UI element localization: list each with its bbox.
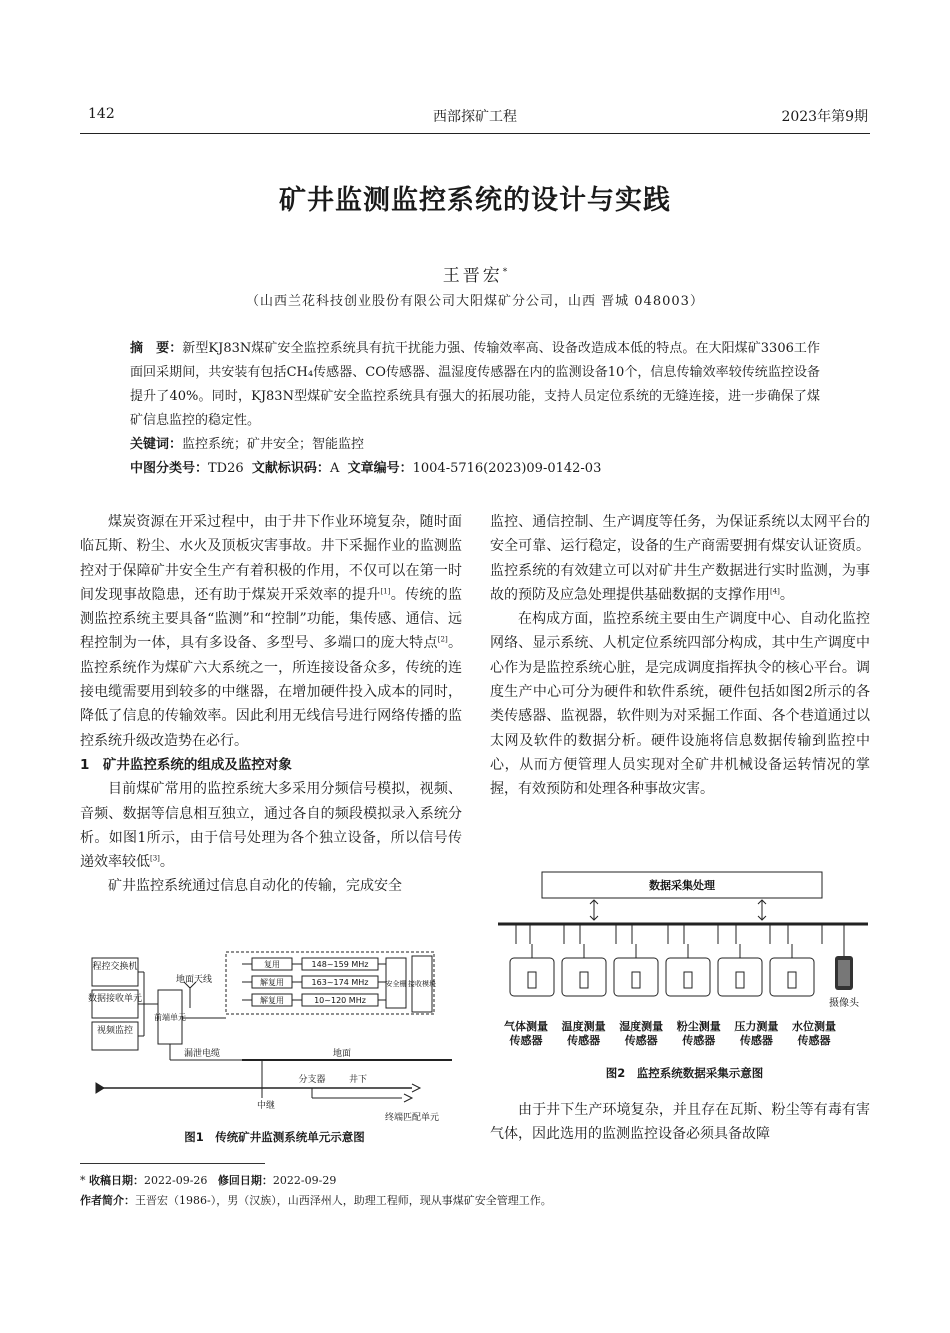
paper-title: 矿井监测监控系统的设计与实践 xyxy=(279,185,671,216)
keywords-label: 关键词： xyxy=(130,437,183,452)
journal-name: 西部探矿工程 xyxy=(433,109,517,125)
fig1-label-pbx: 程控交换机 xyxy=(92,962,138,972)
author-name: 王晋宏 xyxy=(442,266,503,286)
fig2-sensor-gas: 气体测量传感器 xyxy=(504,1020,548,1047)
fig1-label-frontend: 前端单元 xyxy=(154,1013,186,1022)
fig1-label-data-receiver: 数据接收单元 xyxy=(87,994,143,1004)
right-column xyxy=(490,510,870,802)
footnote-dates: * 收稿日期：2022-09-26 修回日期：2022-09-29 xyxy=(80,1174,337,1187)
author xyxy=(0,261,950,286)
fig2-sensor-dust: 粉尘测量传感器 xyxy=(676,1020,721,1047)
section-heading-1: 1 矿井监控系统的组成及监控对象 xyxy=(80,756,292,773)
article-no-value: 1004-5716(2023)09-0142-03 xyxy=(412,461,602,476)
right-column-bottom xyxy=(490,1098,870,1147)
fig1-label-splitter: 分支器 xyxy=(298,1075,326,1085)
right-p1-part-a: 监控、通信控制、生产调度等任务，为保证系统以太网平台的安全可靠、运行稳定，设备的生产商需要拥有煤安认证资质。监控系统的有效建立可以对矿井生产数据进行实时监测，为事故的预防及应急处理提供基础数据的支撑作用 xyxy=(490,514,870,603)
abstract xyxy=(130,337,820,433)
issue-label: 2023年第9期 xyxy=(781,109,868,125)
clc-label: 中图分类号： xyxy=(130,461,209,476)
left-p2-part-b: 。 xyxy=(159,854,174,871)
figure-2-caption: 图2 监控系统数据采集示意图 xyxy=(605,1066,764,1080)
fig1-label-underground: 井下 xyxy=(348,1075,368,1085)
left-paragraph-3: 矿井监控系统通过信息自动化的传输，完成安全 xyxy=(108,878,402,895)
revised-label: 修回日期： xyxy=(217,1174,273,1187)
fig1-mode-2: 解复用 xyxy=(260,978,284,987)
article-no-label: 文章编号： xyxy=(347,461,413,476)
fig2-top-box-label: 数据采集处理 xyxy=(649,879,715,892)
fig2-sensor-pressure: 压力测量传感器 xyxy=(734,1020,779,1047)
right-paragraph-1 xyxy=(490,510,870,607)
keywords xyxy=(130,433,820,457)
fig1-label-receiver: 接收模块 xyxy=(408,980,436,988)
fig1-band-3: 10~120 MHz xyxy=(314,996,366,1005)
fig1-label-relay: 中继 xyxy=(256,1101,276,1111)
fig2-sensor-humidity: 湿度测量传感器 xyxy=(619,1020,664,1047)
abstract-label: 摘 要： xyxy=(130,341,183,356)
page-number: 142 xyxy=(88,106,115,122)
fig2-sensor-labels xyxy=(500,1020,840,1048)
doc-code-value: A xyxy=(329,461,340,476)
left-paragraph-2 xyxy=(80,777,462,874)
bio-text: 王晋宏（1986-），男（汉族），山西泽州人，助理工程师，现从事煤矿安全管理工作。 xyxy=(135,1194,552,1207)
fig1-label-terminal: 终端匹配单元 xyxy=(384,1113,440,1123)
footnote-rule xyxy=(80,1163,265,1164)
citation-4: [4] xyxy=(770,587,780,596)
fig1-label-security: 安全栅 xyxy=(385,980,407,988)
left-paragraph-1 xyxy=(80,510,462,753)
fig1-label-video: 视频监控 xyxy=(96,1026,134,1036)
fig1-label-cable: 漏泄电缆 xyxy=(183,1049,221,1059)
left-p1-part-b: 。传统的监测监控系统主要具备“监测”和“控制”功能，集传感、通信、远程控制为一体，具有多设备、多型号、多端口的庞大特点 xyxy=(80,586,463,652)
received-date: 2022-09-26 xyxy=(144,1174,208,1187)
author-mark: * xyxy=(502,267,508,278)
bio-label: 作者简介： xyxy=(80,1194,135,1207)
fig1-label-ground: 地面 xyxy=(332,1049,352,1059)
citation-2: [2] xyxy=(437,635,448,644)
fig1-label-antenna: 地面天线 xyxy=(175,975,213,985)
classification-line xyxy=(130,457,820,481)
revised-date: 2022-09-29 xyxy=(272,1174,337,1187)
camera-icon xyxy=(835,956,853,990)
fig2-sensor-temperature: 温度测量传感器 xyxy=(561,1020,606,1047)
citation-1: [1] xyxy=(380,587,391,596)
abstract-text: 新型KJ83N煤矿安全监控系统具有抗干扰能力强、传输效率高、设备改造成本低的特点。在大阳煤矿3306工作面回采期间，共安装有包括CH₄传感器、CO传感器、温湿度传感器在内的监测设备10个，信息传输效率较传统监控设备提升了40%。同时，KJ83N型煤矿安全监控系统具有强大的拓展功能，支持人员定位系统的无缝连接，进一步确保了煤矿信息监控的稳定性。 xyxy=(130,341,820,428)
left-p1-part-c: 。监控系统作为煤矿六大系统之一，所连接设备众多，传统的连接电缆需要用到较多的中继器，在增加硬件投入成本的同时，降低了信息的传输效率。因此利用无线信号进行网络传播的监控系统升级改造势在必行。 xyxy=(80,635,462,749)
fig1-band-1: 148~159 MHz xyxy=(311,960,369,969)
right-paragraph-3: 由于井下生产环境复杂，并且存在瓦斯、粉尘等有毒有害气体，因此选用的监测监控设备必须具备故障 xyxy=(490,1102,870,1143)
fig2-camera-label: 摄像头 xyxy=(829,998,859,1009)
figure-1-diagram xyxy=(82,948,467,1128)
left-p2-part-a: 目前煤矿常用的监控系统大多采用分频信号模拟，视频、音频、数据等信息相互独立，通过各自的频段模拟录入系统分析。如图1所示，由于信号处理为各个独立设备，所以信号传递效率较低 xyxy=(80,781,462,871)
keywords-text: 监控系统；矿井安全；智能监控 xyxy=(182,437,365,452)
received-label: 收稿日期： xyxy=(89,1174,144,1187)
fig1-mode-3: 解复用 xyxy=(260,996,284,1005)
fig2-sensor-water-level: 水位测量传感器 xyxy=(791,1020,836,1047)
fig1-band-2: 163~174 MHz xyxy=(311,978,369,987)
footnote-bio xyxy=(80,1192,552,1208)
citation-3: [3] xyxy=(150,854,160,863)
doc-code-label: 文献标识码： xyxy=(251,461,330,476)
right-p1-part-b: 。 xyxy=(779,586,794,603)
fig1-mode-1: 复用 xyxy=(264,960,280,969)
right-paragraph-2: 在构成方面，监控系统主要由生产调度中心、自动化监控网络、显示系统、人机定位系统四部分构成，其中生产调度中心作为是监控系统心脏，是完成调度指挥执令的核心平台。调度生产中心可分为硬件和软件系统，硬件包括如图2所示的各类传感器、监视器，软件则为对采掘工作面、各个巷道通过以太网及软件的数据分析。硬件设施将信息数据传输到监控中心，从而方便管理人员实现对全矿井机械设备运转情况的掌握，有效预防和处理各种事故灾害。 xyxy=(490,611,870,798)
affiliation: （山西兰花科技创业股份有限公司大阳煤矿分公司，山西 晋城 048003） xyxy=(246,294,704,309)
left-p1-part-a: 煤炭资源在开采过程中，由于井下作业环境复杂，随时面临瓦斯、粉尘、水火及顶板灾害事故。井下采掘作业的监测监控对于保障矿井安全生产有着积极的作用，不仅可以在第一时间发现事故隐患，还有助于煤炭开采效率的提升 xyxy=(80,514,462,603)
clc-value: TD26 xyxy=(208,461,244,476)
figure-1-caption: 图1 传统矿井监测系统单元示意图 xyxy=(184,1130,365,1144)
header-rule xyxy=(80,133,870,134)
left-column xyxy=(80,510,462,899)
